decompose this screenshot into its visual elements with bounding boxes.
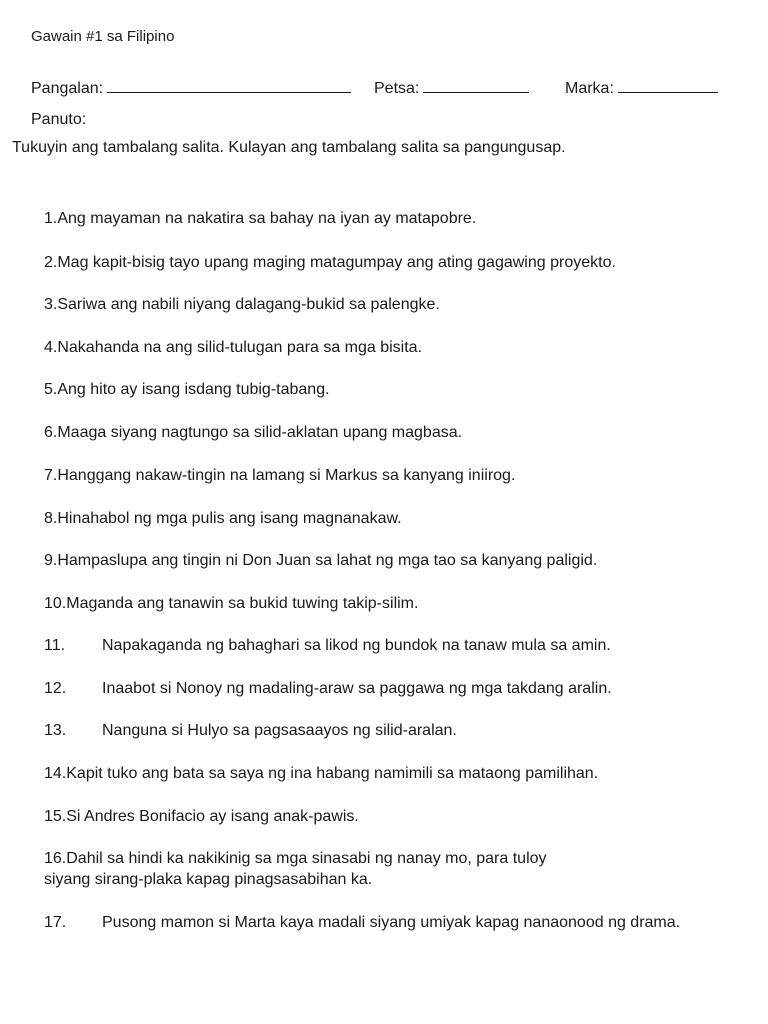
name-label: Pangalan: <box>31 80 104 97</box>
item-text: Hinahabol ng mga pulis ang isang magnanakaw. <box>57 510 402 527</box>
item-number: 1. <box>44 210 58 227</box>
item-text: Inaabot si Nonoy ng madaling-araw sa paggawa ng mga takdang aralin. <box>102 680 612 697</box>
item-number: 17. <box>44 914 67 931</box>
item-text: Kapit tuko ang bata sa saya ng ina habang namimili sa mataong pamilihan. <box>66 765 599 782</box>
item-text: Hampaslupa ang tingin ni Don Juan sa lahat ng mga tao sa kanyang paligid. <box>57 552 598 569</box>
list-item <box>44 339 422 357</box>
item-text: Nanguna si Hulyo sa pagsasaayos ng silid-aralan. <box>102 722 457 739</box>
list-item <box>44 296 440 314</box>
list-item <box>44 467 515 485</box>
item-text-continued: siyang sirang-plaka kapag pinagsasabihan ka. <box>44 871 373 888</box>
list-item <box>44 424 462 442</box>
list-item <box>44 210 476 228</box>
item-number: 3. <box>44 296 58 313</box>
list-item <box>44 850 547 889</box>
item-text: Dahil sa hindi ka nakikinig sa mga sinasabi ng nanay mo, para tuloy <box>66 850 547 867</box>
list-item <box>44 552 597 570</box>
item-number: 10. <box>44 595 67 612</box>
date-blank <box>423 78 529 93</box>
item-line <box>44 850 547 868</box>
list-item <box>44 808 359 826</box>
item-text: Hanggang nakaw-tingin na lamang si Markus sa kanyang iniirog. <box>57 467 516 484</box>
score-label: Marka: <box>565 80 614 97</box>
list-item <box>44 914 680 932</box>
item-number: 7. <box>44 467 58 484</box>
item-text: Napakaganda ng bahaghari sa likod ng bundok na tanaw mula sa amin. <box>102 637 611 654</box>
item-text: Nakahanda na ang silid-tulugan para sa mga bisita. <box>57 339 423 356</box>
item-number: 12. <box>44 680 67 697</box>
score-field <box>565 78 718 98</box>
list-item <box>44 722 457 740</box>
list-item <box>44 381 330 399</box>
list-item <box>44 510 402 528</box>
item-number: 11. <box>44 637 66 654</box>
item-number: 2. <box>44 254 58 271</box>
item-text: Si Andres Bonifacio ay isang anak-pawis. <box>66 808 359 825</box>
date-label: Petsa: <box>374 80 420 97</box>
item-number: 4. <box>44 339 58 356</box>
item-text: Mag kapit-bisig tayo upang maging matagumpay ang ating gagawing proyekto. <box>57 254 616 271</box>
item-text: Sariwa ang nabili niyang dalagang-bukid sa palengke. <box>57 296 440 313</box>
name-field <box>31 78 351 98</box>
item-number: 15. <box>44 808 67 825</box>
item-number: 6. <box>44 424 58 441</box>
item-text: Pusong mamon si Marta kaya madali siyang umiyak kapag nanaonood ng drama. <box>102 914 681 931</box>
date-field <box>374 78 529 98</box>
item-text: Maaga siyang nagtungo sa silid-aklatan upang magbasa. <box>57 424 463 441</box>
list-item <box>44 765 598 783</box>
item-text: Ang hito ay isang isdang tubig-tabang. <box>57 381 330 398</box>
worksheet-title: Gawain #1 sa Filipino <box>31 28 175 45</box>
directions-label: Panuto: <box>31 111 87 128</box>
score-blank <box>618 78 718 93</box>
list-item <box>44 595 418 613</box>
item-number: 14. <box>44 765 67 782</box>
item-number: 5. <box>44 381 58 398</box>
item-number: 8. <box>44 510 58 527</box>
list-item <box>44 254 616 272</box>
name-blank <box>107 78 351 93</box>
instruction-text: Tukuyin ang tambalang salita. Kulayan ang tambalang salita sa pangungusap. <box>12 139 566 156</box>
item-number: 9. <box>44 552 58 569</box>
item-text: Maganda ang tanawin sa bukid tuwing takip-silim. <box>66 595 419 612</box>
item-text: Ang mayaman na nakatira sa bahay na iyan ay matapobre. <box>57 210 477 227</box>
list-item <box>44 680 612 698</box>
item-number: 13. <box>44 722 67 739</box>
list-item <box>44 637 611 655</box>
item-number: 16. <box>44 850 67 867</box>
